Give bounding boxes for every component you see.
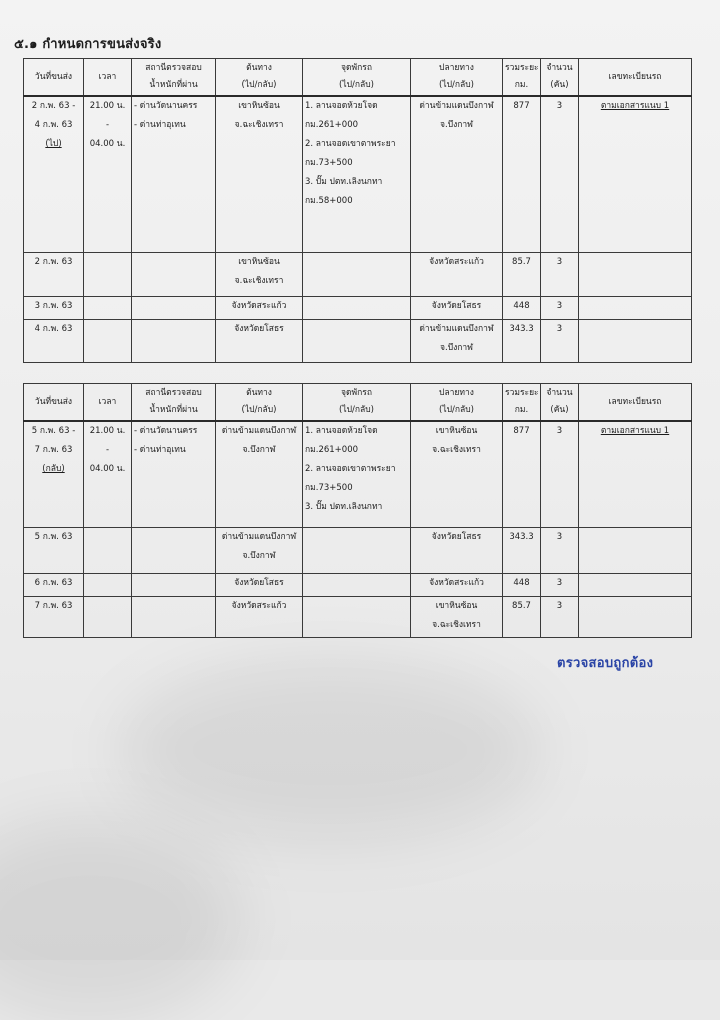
date-cell-text: (ไป) — [45, 139, 62, 149]
plate-number-cell — [579, 421, 692, 528]
origin-cell — [216, 421, 303, 528]
origin-cell-text: ด่านข้ามแดนบึงกาฬ — [221, 532, 297, 542]
header-date-text: วันที่ขนส่ง — [34, 396, 73, 407]
weigh-station-cell — [132, 96, 216, 253]
weigh-station-cell — [132, 253, 216, 297]
header-distance-text: กม. — [514, 80, 529, 90]
date-cell-text: 5 ก.พ. 63 - — [31, 426, 76, 436]
header-date — [24, 384, 84, 422]
outbound-schedule-table — [23, 58, 692, 363]
rest-stop-cell — [303, 96, 411, 253]
header-weigh-station-text: สถานีตรวจสอบ — [145, 63, 202, 73]
table-row — [24, 297, 692, 320]
date-cell — [24, 253, 84, 297]
weigh-station-cell — [132, 421, 216, 528]
paper-shadow — [0, 820, 240, 1020]
destination-cell-text: จังหวัดยโสธร — [431, 301, 482, 311]
origin-cell — [216, 96, 303, 253]
plate-number-cell-text: ตามเอกสารแนบ 1 — [600, 101, 670, 111]
header-vehicle-count-text: จำนวน — [546, 388, 573, 398]
destination-cell-text: เขาหินซ้อน — [435, 426, 478, 436]
header-vehicle-count — [541, 59, 579, 97]
table-header-row — [24, 59, 692, 97]
destination-cell — [411, 574, 503, 597]
time-cell — [84, 96, 132, 253]
destination-cell — [411, 421, 503, 528]
time-cell — [84, 421, 132, 528]
distance-cell — [503, 597, 541, 638]
header-plate-number — [579, 384, 692, 422]
distance-cell-text: 343.3 — [509, 324, 534, 334]
header-vehicle-count-text: (คัน) — [550, 80, 569, 90]
time-cell — [84, 297, 132, 320]
rest-stop-cell-text: กม.73+500 — [305, 483, 353, 493]
time-cell-text: 04.00 น. — [89, 139, 126, 149]
origin-cell-text: เขาหินซ้อน — [238, 101, 280, 111]
header-destination-text: (ไป/กลับ) — [439, 405, 474, 415]
time-cell — [84, 320, 132, 363]
header-origin-text: (ไป/กลับ) — [241, 80, 277, 90]
header-origin-text: ต้นทาง — [246, 388, 272, 398]
destination-cell — [411, 320, 503, 363]
date-cell-text: 6 ก.พ. 63 — [34, 578, 73, 588]
vehicle-count-cell-text: 3 — [556, 257, 563, 267]
rest-stop-cell-text: 3. ปั๊ม ปตท.เลิงนกทา — [305, 502, 383, 512]
header-distance-text: รวมระยะ — [505, 63, 539, 73]
destination-cell — [411, 297, 503, 320]
origin-cell-text: ด่านข้ามแดนบึงกาฬ — [221, 426, 297, 436]
plate-number-cell — [579, 528, 692, 574]
vehicle-count-cell — [541, 320, 579, 363]
time-cell — [84, 253, 132, 297]
plate-number-cell — [579, 96, 692, 253]
date-cell — [24, 297, 84, 320]
weigh-station-cell-text: - ด่านท่าอุเทน — [134, 120, 186, 130]
vehicle-count-cell-text: 3 — [556, 532, 563, 542]
time-cell-text: 21.00 น. — [89, 426, 126, 436]
vehicle-count-cell-text: 3 — [556, 426, 563, 436]
header-origin-text: (ไป/กลับ) — [241, 405, 277, 415]
time-cell — [84, 574, 132, 597]
date-cell — [24, 320, 84, 363]
header-vehicle-count-text: (คัน) — [550, 405, 569, 415]
distance-cell — [503, 297, 541, 320]
destination-cell-text: จ.ฉะเชิงเทรา — [432, 445, 481, 455]
date-cell-text: (กลับ) — [42, 464, 65, 474]
section-heading: ๕.๑ กำหนดการขนส่งจริง — [14, 37, 162, 52]
destination-cell-text: จ.บึงกาฬ — [440, 120, 473, 130]
vehicle-count-cell — [541, 421, 579, 528]
rest-stop-cell-text: 3. ปั๊ม ปตท.เลิงนกทา — [305, 177, 383, 187]
date-cell — [24, 421, 84, 528]
weigh-station-cell — [132, 528, 216, 574]
destination-cell-text: จ.บึงกาฬ — [440, 343, 473, 353]
destination-cell — [411, 597, 503, 638]
plate-number-cell — [579, 320, 692, 363]
plate-number-cell — [579, 574, 692, 597]
header-rest-stop — [303, 59, 411, 97]
header-weigh-station-text: น้ำหนักที่ผ่าน — [149, 80, 198, 90]
header-plate-number — [579, 59, 692, 97]
header-distance-text: กม. — [514, 405, 529, 415]
header-time — [84, 384, 132, 422]
header-origin-text: ต้นทาง — [246, 63, 272, 73]
weigh-station-cell-text: - ด่านวัดนานครร — [134, 426, 198, 436]
plate-number-cell — [579, 253, 692, 297]
header-weigh-station — [132, 59, 216, 97]
table-row — [24, 528, 692, 574]
origin-cell-text: จังหวัดสระแก้ว — [231, 601, 287, 611]
header-weigh-station-text: น้ำหนักที่ผ่าน — [149, 405, 198, 415]
rest-stop-cell — [303, 297, 411, 320]
vehicle-count-cell-text: 3 — [556, 324, 563, 334]
distance-cell-text: 343.3 — [509, 532, 534, 542]
time-cell — [84, 597, 132, 638]
header-origin — [216, 59, 303, 97]
weigh-station-cell — [132, 597, 216, 638]
rest-stop-cell — [303, 574, 411, 597]
header-destination-text: (ไป/กลับ) — [439, 80, 474, 90]
header-rest-stop-text: (ไป/กลับ) — [339, 405, 374, 415]
distance-cell-text: 85.7 — [512, 601, 531, 611]
rest-stop-cell — [303, 421, 411, 528]
date-cell-text: 4 ก.พ. 63 — [34, 324, 73, 334]
distance-cell-text: 85.7 — [512, 257, 531, 267]
header-distance-text: รวมระยะ — [505, 388, 539, 398]
date-cell — [24, 528, 84, 574]
weigh-station-cell-text: - ด่านวัดนานครร — [134, 101, 198, 111]
header-plate-number-text: เลขทะเบียนรถ — [608, 71, 662, 82]
date-cell-text: 2 ก.พ. 63 — [34, 257, 73, 267]
table-header-row — [24, 384, 692, 422]
origin-cell-text: จังหวัดสระแก้ว — [231, 301, 287, 311]
vehicle-count-cell — [541, 253, 579, 297]
origin-cell — [216, 574, 303, 597]
header-rest-stop-text: จุดพักรถ — [341, 388, 372, 398]
date-cell-text: 5 ก.พ. 63 — [34, 532, 73, 542]
origin-cell — [216, 297, 303, 320]
origin-cell-text: จังหวัดยโสธร — [234, 578, 284, 588]
header-distance — [503, 59, 541, 97]
header-rest-stop-text: จุดพักรถ — [341, 63, 372, 73]
vehicle-count-cell-text: 3 — [556, 601, 563, 611]
origin-cell — [216, 320, 303, 363]
header-weigh-station — [132, 384, 216, 422]
time-cell-text: 21.00 น. — [89, 101, 126, 111]
date-cell — [24, 574, 84, 597]
destination-cell-text: ด่านข้ามแดนบึงกาฬ — [419, 324, 494, 334]
header-destination — [411, 59, 503, 97]
plate-number-cell — [579, 597, 692, 638]
header-time-text: เวลา — [98, 396, 117, 407]
distance-cell-text: 448 — [513, 578, 530, 588]
plate-number-cell-text: ตามเอกสารแนบ 1 — [600, 426, 670, 436]
vehicle-count-cell — [541, 528, 579, 574]
date-cell-text: 2 ก.พ. 63 - — [31, 101, 76, 111]
destination-cell-text: ด่านข้ามแดนบึงกาฬ — [419, 101, 494, 111]
date-cell — [24, 597, 84, 638]
header-vehicle-count-text: จำนวน — [546, 63, 573, 73]
destination-cell-text: จังหวัดสระแก้ว — [429, 578, 484, 588]
distance-cell — [503, 253, 541, 297]
header-date-text: วันที่ขนส่ง — [34, 71, 73, 82]
origin-cell-text: จังหวัดยโสธร — [234, 324, 284, 334]
vehicle-count-cell — [541, 96, 579, 253]
table-row — [24, 253, 692, 297]
vehicle-count-cell-text: 3 — [556, 101, 563, 111]
rest-stop-cell — [303, 320, 411, 363]
origin-cell — [216, 528, 303, 574]
rest-stop-cell-text: กม.261+000 — [305, 445, 359, 455]
table-row — [24, 421, 692, 528]
vehicle-count-cell — [541, 297, 579, 320]
destination-cell — [411, 528, 503, 574]
return-schedule-table — [23, 383, 692, 638]
rest-stop-cell-text: 1. ลานจอดห้วยโจด — [305, 426, 378, 436]
date-cell-text: 3 ก.พ. 63 — [34, 301, 73, 311]
header-rest-stop-text: (ไป/กลับ) — [339, 80, 374, 90]
table-row — [24, 320, 692, 363]
destination-cell-text: เขาหินซ้อน — [435, 601, 478, 611]
table-row — [24, 597, 692, 638]
date-cell — [24, 96, 84, 253]
header-time — [84, 59, 132, 97]
destination-cell-text: จังหวัดยโสธร — [431, 532, 482, 542]
verified-stamp-text: ตรวจสอบถูกต้อง — [557, 656, 654, 671]
weigh-station-cell — [132, 297, 216, 320]
distance-cell-text: 877 — [513, 426, 530, 436]
origin-cell-text: จ.ฉะเชิงเทรา — [234, 276, 284, 286]
table-row — [24, 96, 692, 253]
table-row — [24, 574, 692, 597]
distance-cell-text: 877 — [513, 101, 530, 111]
origin-cell-text: เขาหินซ้อน — [238, 257, 280, 267]
date-cell-text: 7 ก.พ. 63 — [34, 601, 73, 611]
distance-cell — [503, 96, 541, 253]
destination-cell-text: จังหวัดสระแก้ว — [429, 257, 484, 267]
destination-cell — [411, 96, 503, 253]
header-origin — [216, 384, 303, 422]
header-destination-text: ปลายทาง — [439, 388, 474, 398]
origin-cell-text: จ.บึงกาฬ — [242, 445, 276, 455]
date-cell-text: 4 ก.พ. 63 — [34, 120, 73, 130]
time-cell-text: 04.00 น. — [89, 464, 126, 474]
rest-stop-cell-text: กม.58+000 — [305, 196, 353, 206]
origin-cell-text: จ.บึงกาฬ — [242, 551, 276, 561]
header-weigh-station-text: สถานีตรวจสอบ — [145, 388, 202, 398]
header-rest-stop — [303, 384, 411, 422]
header-plate-number-text: เลขทะเบียนรถ — [608, 396, 662, 407]
rest-stop-cell-text: 1. ลานจอดห้วยโจด — [305, 101, 378, 111]
weigh-station-cell — [132, 320, 216, 363]
origin-cell-text: จ.ฉะเชิงเทรา — [234, 120, 284, 130]
weigh-station-cell — [132, 574, 216, 597]
header-time-text: เวลา — [98, 71, 117, 82]
rest-stop-cell-text: กม.73+500 — [305, 158, 353, 168]
destination-cell — [411, 253, 503, 297]
time-cell-text: - — [105, 120, 110, 130]
plate-number-cell — [579, 297, 692, 320]
vehicle-count-cell-text: 3 — [556, 578, 563, 588]
rest-stop-cell-text: 2. ลานจอดเขาตาพระยา — [305, 139, 396, 149]
header-vehicle-count — [541, 384, 579, 422]
time-cell — [84, 528, 132, 574]
distance-cell — [503, 528, 541, 574]
rest-stop-cell-text: กม.261+000 — [305, 120, 359, 130]
header-date — [24, 59, 84, 97]
rest-stop-cell — [303, 253, 411, 297]
rest-stop-cell — [303, 597, 411, 638]
paper-shadow — [120, 660, 540, 840]
distance-cell-text: 448 — [513, 301, 530, 311]
rest-stop-cell — [303, 528, 411, 574]
origin-cell — [216, 253, 303, 297]
time-cell-text: - — [105, 445, 110, 455]
origin-cell — [216, 597, 303, 638]
weigh-station-cell-text: - ด่านท่าอุเทน — [134, 445, 186, 455]
date-cell-text: 7 ก.พ. 63 — [34, 445, 73, 455]
distance-cell — [503, 320, 541, 363]
distance-cell — [503, 421, 541, 528]
rest-stop-cell-text: 2. ลานจอดเขาตาพระยา — [305, 464, 396, 474]
vehicle-count-cell-text: 3 — [556, 301, 563, 311]
header-destination-text: ปลายทาง — [439, 63, 474, 73]
vehicle-count-cell — [541, 597, 579, 638]
destination-cell-text: จ.ฉะเชิงเทรา — [432, 620, 481, 630]
header-destination — [411, 384, 503, 422]
distance-cell — [503, 574, 541, 597]
vehicle-count-cell — [541, 574, 579, 597]
header-distance — [503, 384, 541, 422]
